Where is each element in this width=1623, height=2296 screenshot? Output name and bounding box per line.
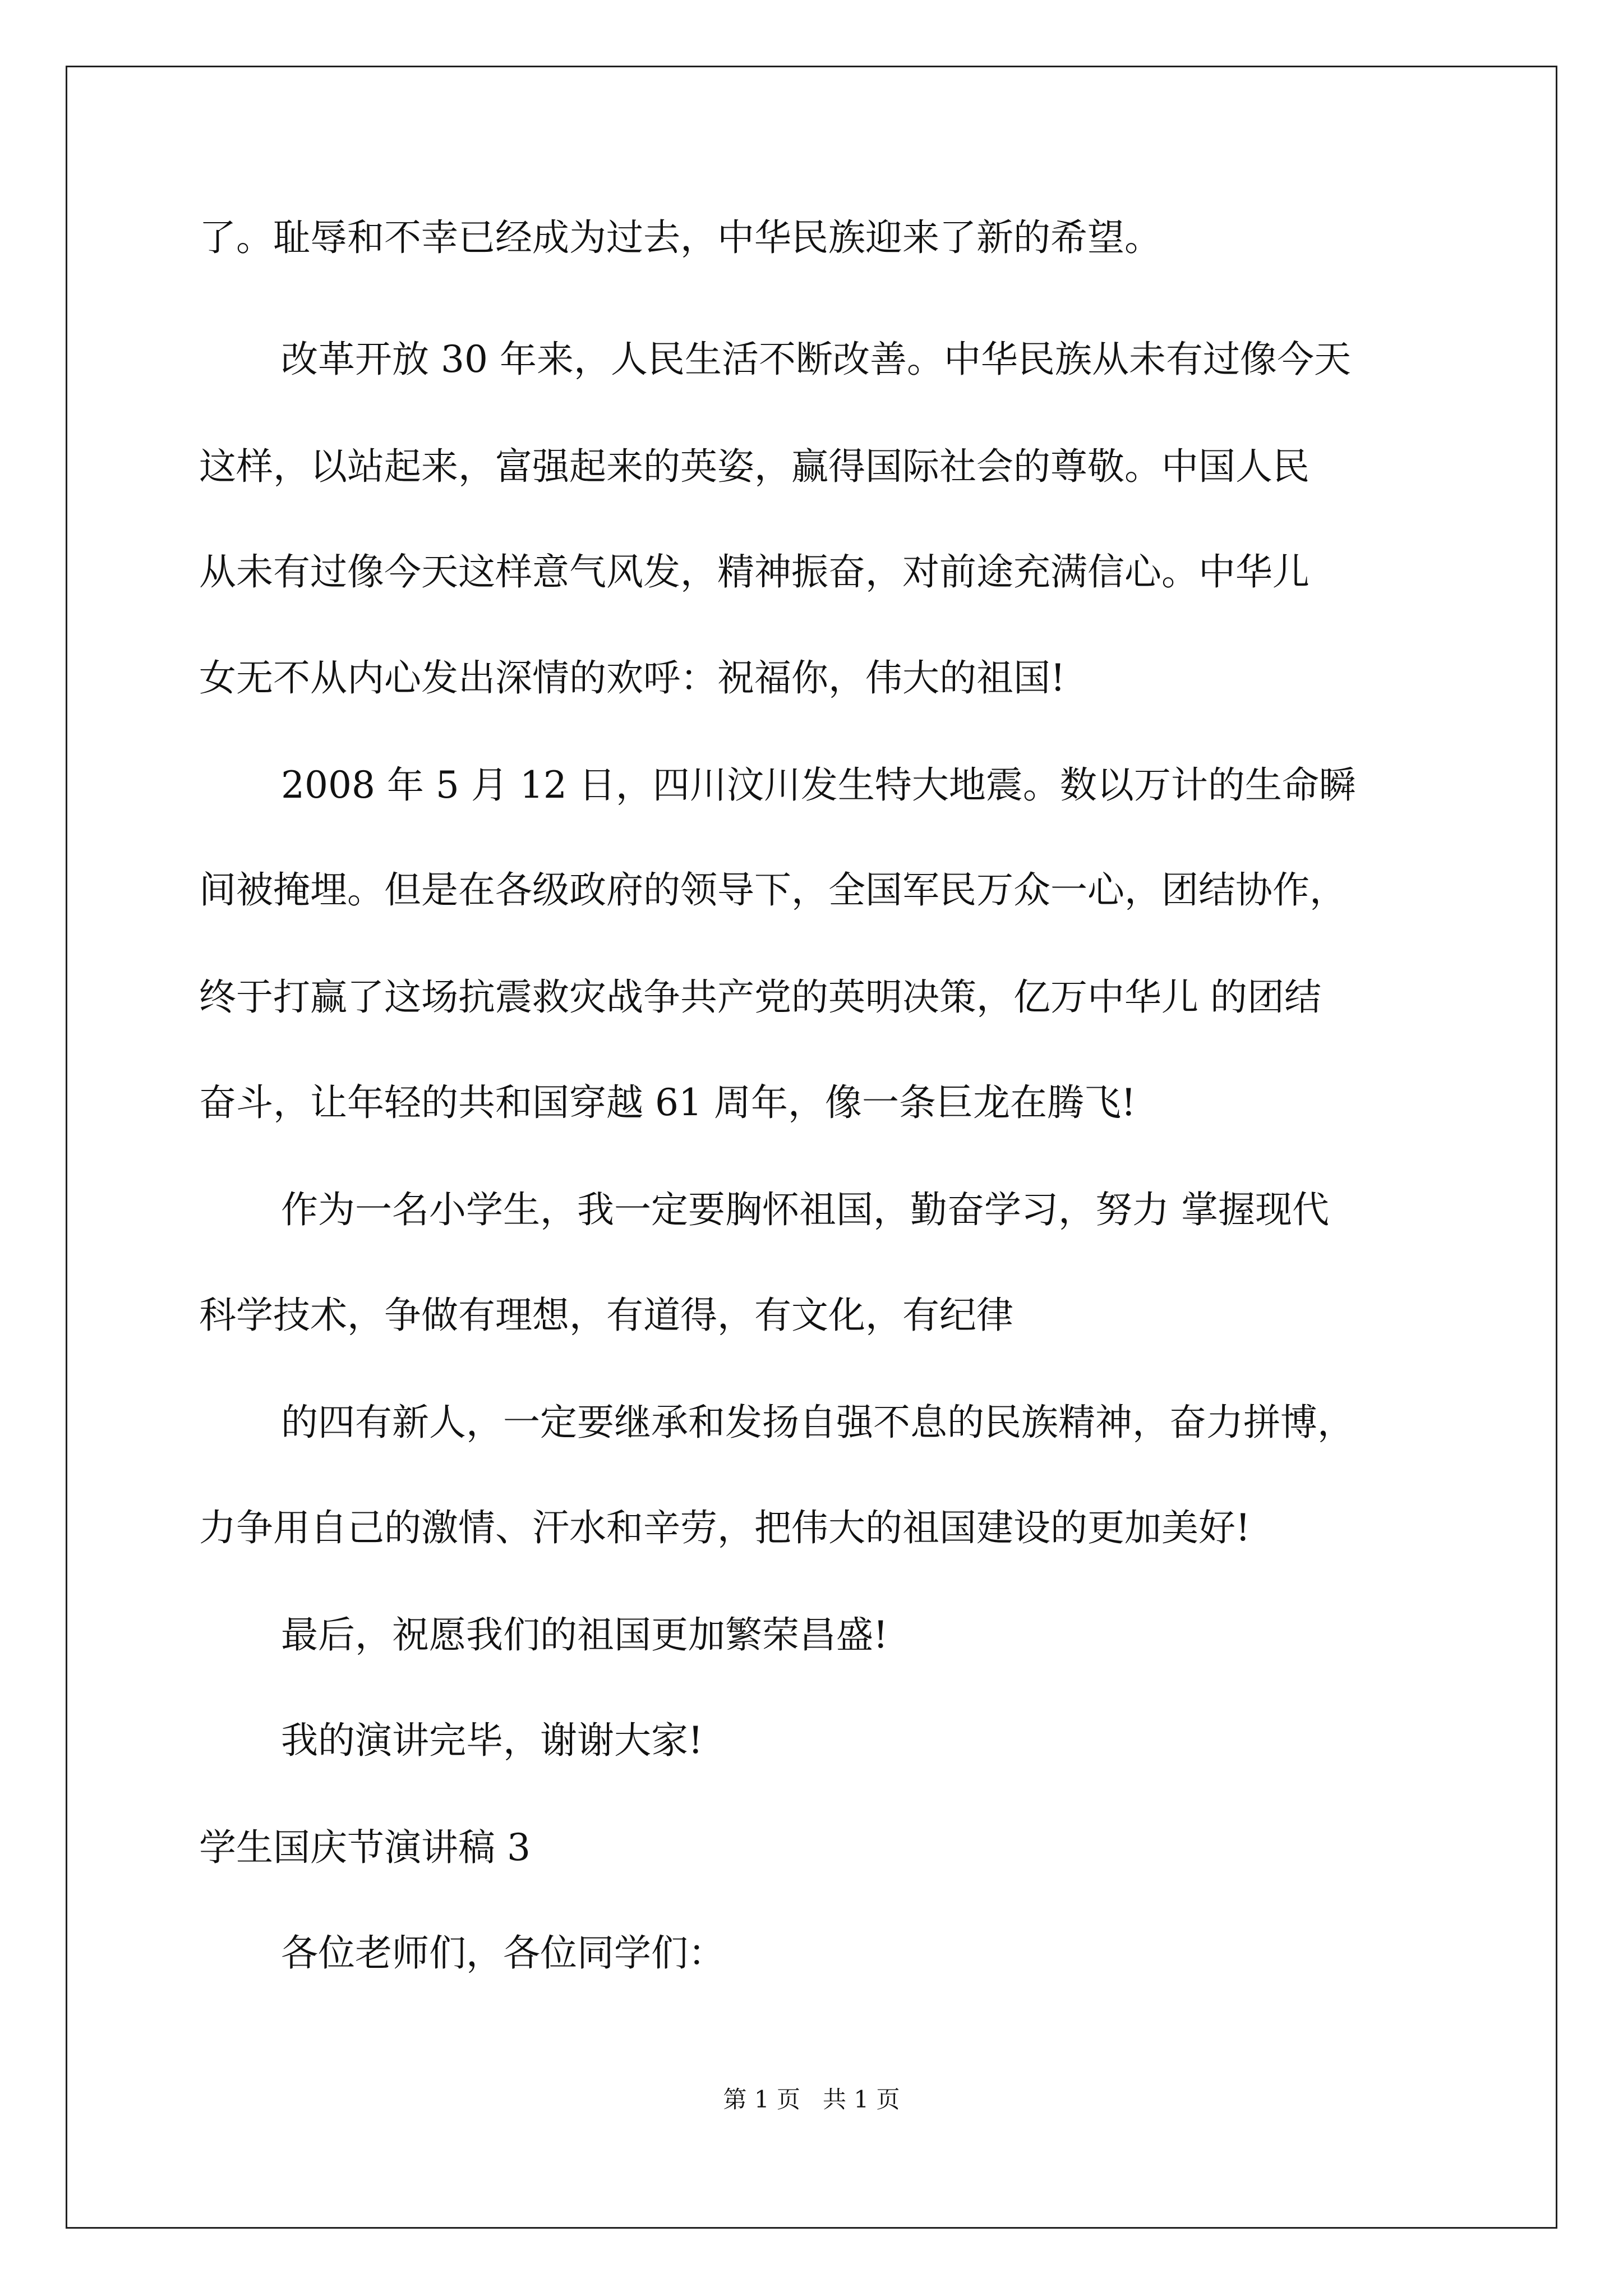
text-line: 最后，祝愿我们的祖国更加繁荣昌盛!	[281, 1613, 888, 1657]
text-line: 了。耻辱和不幸已经成为过去，中华民族迎来了新的希望。	[199, 216, 1161, 259]
text-line: 各位老师们，各位同学们：	[281, 1931, 725, 1975]
text-line: 力争用自己的激情、汗水和辛劳，把伟大的祖国建设的更加美好!	[199, 1506, 1251, 1549]
text-line: 从未有过像今天这样意气风发，精神振奋，对前途充满信心。中华儿	[199, 550, 1310, 593]
text-line: 终于打赢了这场抗震救灾战争共产党的英明决策，亿万中华儿 的团结	[199, 976, 1321, 1019]
section-heading: 学生国庆节演讲稿 3	[199, 1826, 531, 1869]
text-line: 2008 年 5 月 12 日，四川汶川发生特大地震。数以万计的生命瞬	[281, 763, 1356, 807]
text-line: 改革开放 30 年来，人民生活不断改善。中华民族从未有过像今天	[281, 338, 1351, 381]
text-line: 科学技术，争做有理想，有道得，有文化，有纪律	[199, 1294, 1013, 1337]
page-border	[66, 66, 1557, 2229]
page-number-footer: 第 1 页 共 1 页	[723, 2086, 900, 2113]
text-line: 女无不从内心发出深情的欢呼：祝福你，伟大的祖国!	[199, 656, 1066, 700]
text-line: 这样，以站起来，富强起来的英姿，赢得国际社会的尊敬。中国人民	[199, 445, 1310, 488]
text-line: 作为一名小学生，我一定要胸怀祖国，勤奋学习，努力 掌握现代	[281, 1188, 1329, 1231]
text-line: 我的演讲完毕，谢谢大家!	[281, 1719, 703, 1762]
text-line: 间被掩埋。但是在各级政府的领导下，全国军民万众一心，团结协作，	[199, 868, 1347, 912]
text-line: 奋斗，让年轻的共和国穿越 61 周年，像一条巨龙在腾飞!	[199, 1081, 1136, 1124]
text-line: 的四有新人，一定要继承和发扬自强不息的民族精神，奋力拼博，	[281, 1401, 1354, 1444]
